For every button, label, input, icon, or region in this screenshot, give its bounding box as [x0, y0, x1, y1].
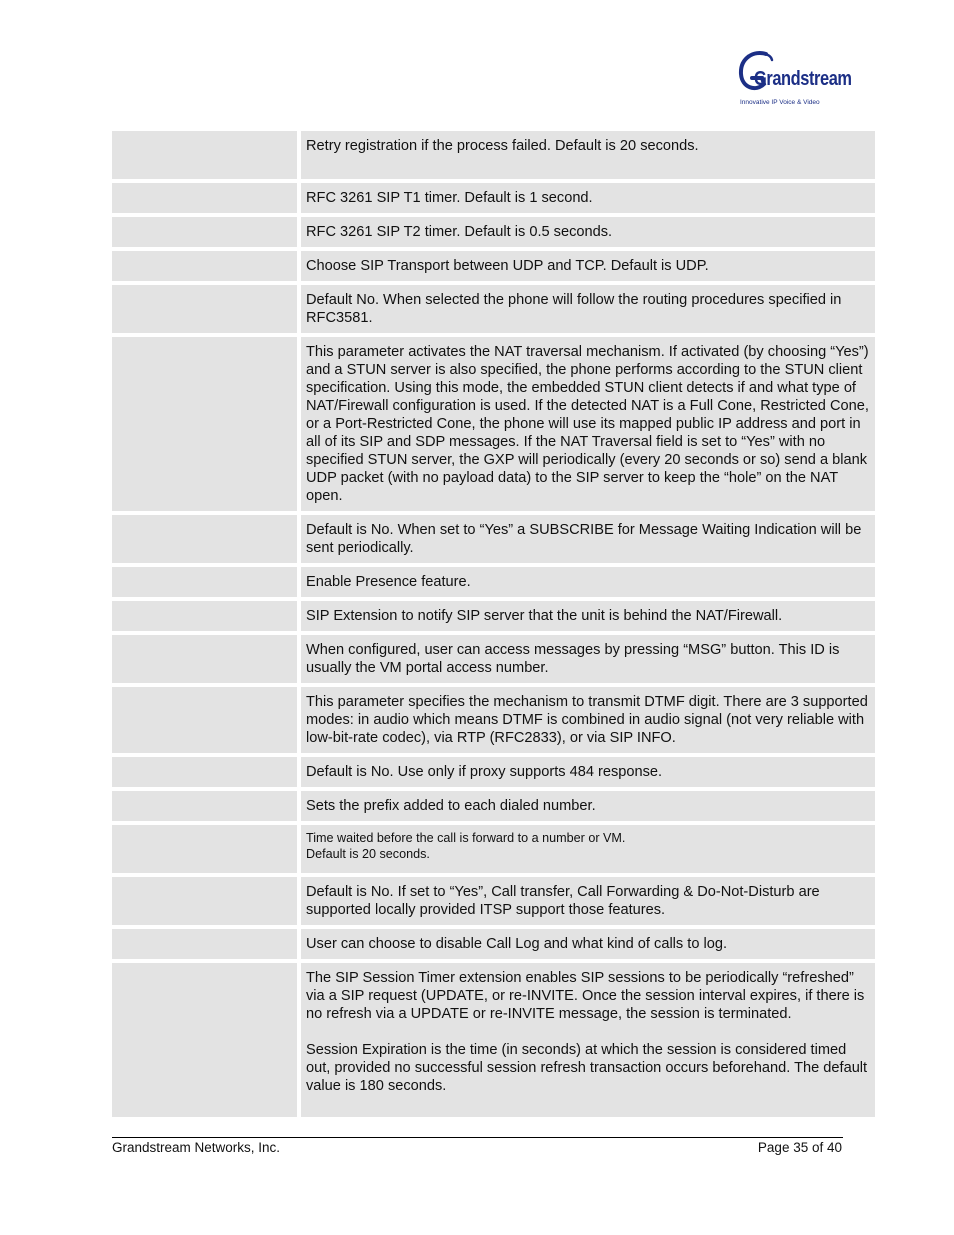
table-row [112, 929, 875, 959]
label-cell [112, 515, 297, 563]
label-cell [112, 567, 297, 597]
label-cell [112, 131, 297, 179]
label-cell [112, 601, 297, 631]
grandstream-logo [736, 48, 852, 110]
description-cell: Default is No. Use only if proxy supports 484 response. [301, 757, 875, 787]
label-cell [112, 183, 297, 213]
table-row [112, 131, 875, 179]
table-row [112, 183, 875, 213]
table-row [112, 601, 875, 631]
table-row [112, 635, 875, 683]
table-row [112, 963, 875, 1117]
label-cell [112, 635, 297, 683]
description-cell: The SIP Session Timer extension enables SIP sessions to be periodically “refreshed” via a SIP request (UPDATE, or re-INVITE. Once the session interval expires, if there is no refresh via a UPDATE or re-INVITE message, the session is terminated. Session Expiration is the time (in seconds) at which the session is considered timed out, provided no successful session refresh transaction occurs beforehand. The default value is 180 seconds. [301, 963, 875, 1117]
table-row [112, 791, 875, 821]
description-cell: RFC 3261 SIP T2 timer. Default is 0.5 seconds. [301, 217, 875, 247]
description-cell: Choose SIP Transport between UDP and TCP. Default is UDP. [301, 251, 875, 281]
label-cell [112, 929, 297, 959]
label-cell [112, 757, 297, 787]
logo-tagline: Innovative IP Voice & Video [740, 99, 820, 106]
description-cell: Default No. When selected the phone will follow the routing procedures specified in RFC3581. [301, 285, 875, 333]
settings-table [112, 131, 875, 1121]
description-cell: Time waited before the call is forward to a number or VM. Default is 20 seconds. [301, 825, 875, 873]
description-cell: RFC 3261 SIP T1 timer. Default is 1 second. [301, 183, 875, 213]
label-cell [112, 251, 297, 281]
label-cell [112, 825, 297, 873]
table-row [112, 567, 875, 597]
footer-page-number: Page 35 of 40 [757, 1140, 842, 1155]
description-cell: Default is No. If set to “Yes”, Call transfer, Call Forwarding & Do-Not-Disturb are supported locally provided ITSP support those features. [301, 877, 875, 925]
label-cell [112, 217, 297, 247]
label-cell [112, 285, 297, 333]
footer-company: Grandstream Networks, Inc. [112, 1140, 281, 1155]
table-row [112, 825, 875, 873]
table-row [112, 515, 875, 563]
label-cell [112, 337, 297, 511]
table-row [112, 757, 875, 787]
table-row [112, 877, 875, 925]
table-row [112, 251, 875, 281]
label-cell [112, 791, 297, 821]
description-cell: Sets the prefix added to each dialed number. [301, 791, 875, 821]
description-cell: This parameter specifies the mechanism to transmit DTMF digit. There are 3 supported modes: in audio which means DTMF is combined in audio signal (not very reliable with low-bit-rate codec), via RTP (RFC2833), or via SIP INFO. [301, 687, 875, 753]
description-cell: Enable Presence feature. [301, 567, 875, 597]
table-row [112, 285, 875, 333]
label-cell [112, 877, 297, 925]
description-cell: Retry registration if the process failed. Default is 20 seconds. [301, 131, 875, 179]
footer-divider [112, 1137, 843, 1138]
label-cell [112, 963, 297, 1117]
description-cell: This parameter activates the NAT traversal mechanism. If activated (by choosing “Yes”) and a STUN server is also specified, the phone performs according to the STUN client specification. Using this mode, the embedded STUN client detects if and what type of NAT/Firewall configuration is used. If the detected NAT is a Full Cone, Restricted Cone, or a Port-Restricted Cone, the phone will use its mapped public IP address and port in all of its SIP and SDP messages. If the NAT Traversal field is set to “Yes” with no specified STUN server, the GXP will periodically (every 20 seconds or so) send a blank UDP packet (with no payload data) to the SIP server to keep the “hole” on the NAT open. [301, 337, 875, 511]
description-cell: When configured, user can access messages by pressing “MSG” button. This ID is usually the VM portal access number. [301, 635, 875, 683]
description-cell: User can choose to disable Call Log and what kind of calls to log. [301, 929, 875, 959]
label-cell [112, 687, 297, 753]
table-row [112, 217, 875, 247]
description-cell: Default is No. When set to “Yes” a SUBSCRIBE for Message Waiting Indication will be sent periodically. [301, 515, 875, 563]
table-row [112, 337, 875, 511]
description-cell: SIP Extension to notify SIP server that the unit is behind the NAT/Firewall. [301, 601, 875, 631]
table-row [112, 687, 875, 753]
logo-brand-text: Grandstream [754, 68, 852, 90]
